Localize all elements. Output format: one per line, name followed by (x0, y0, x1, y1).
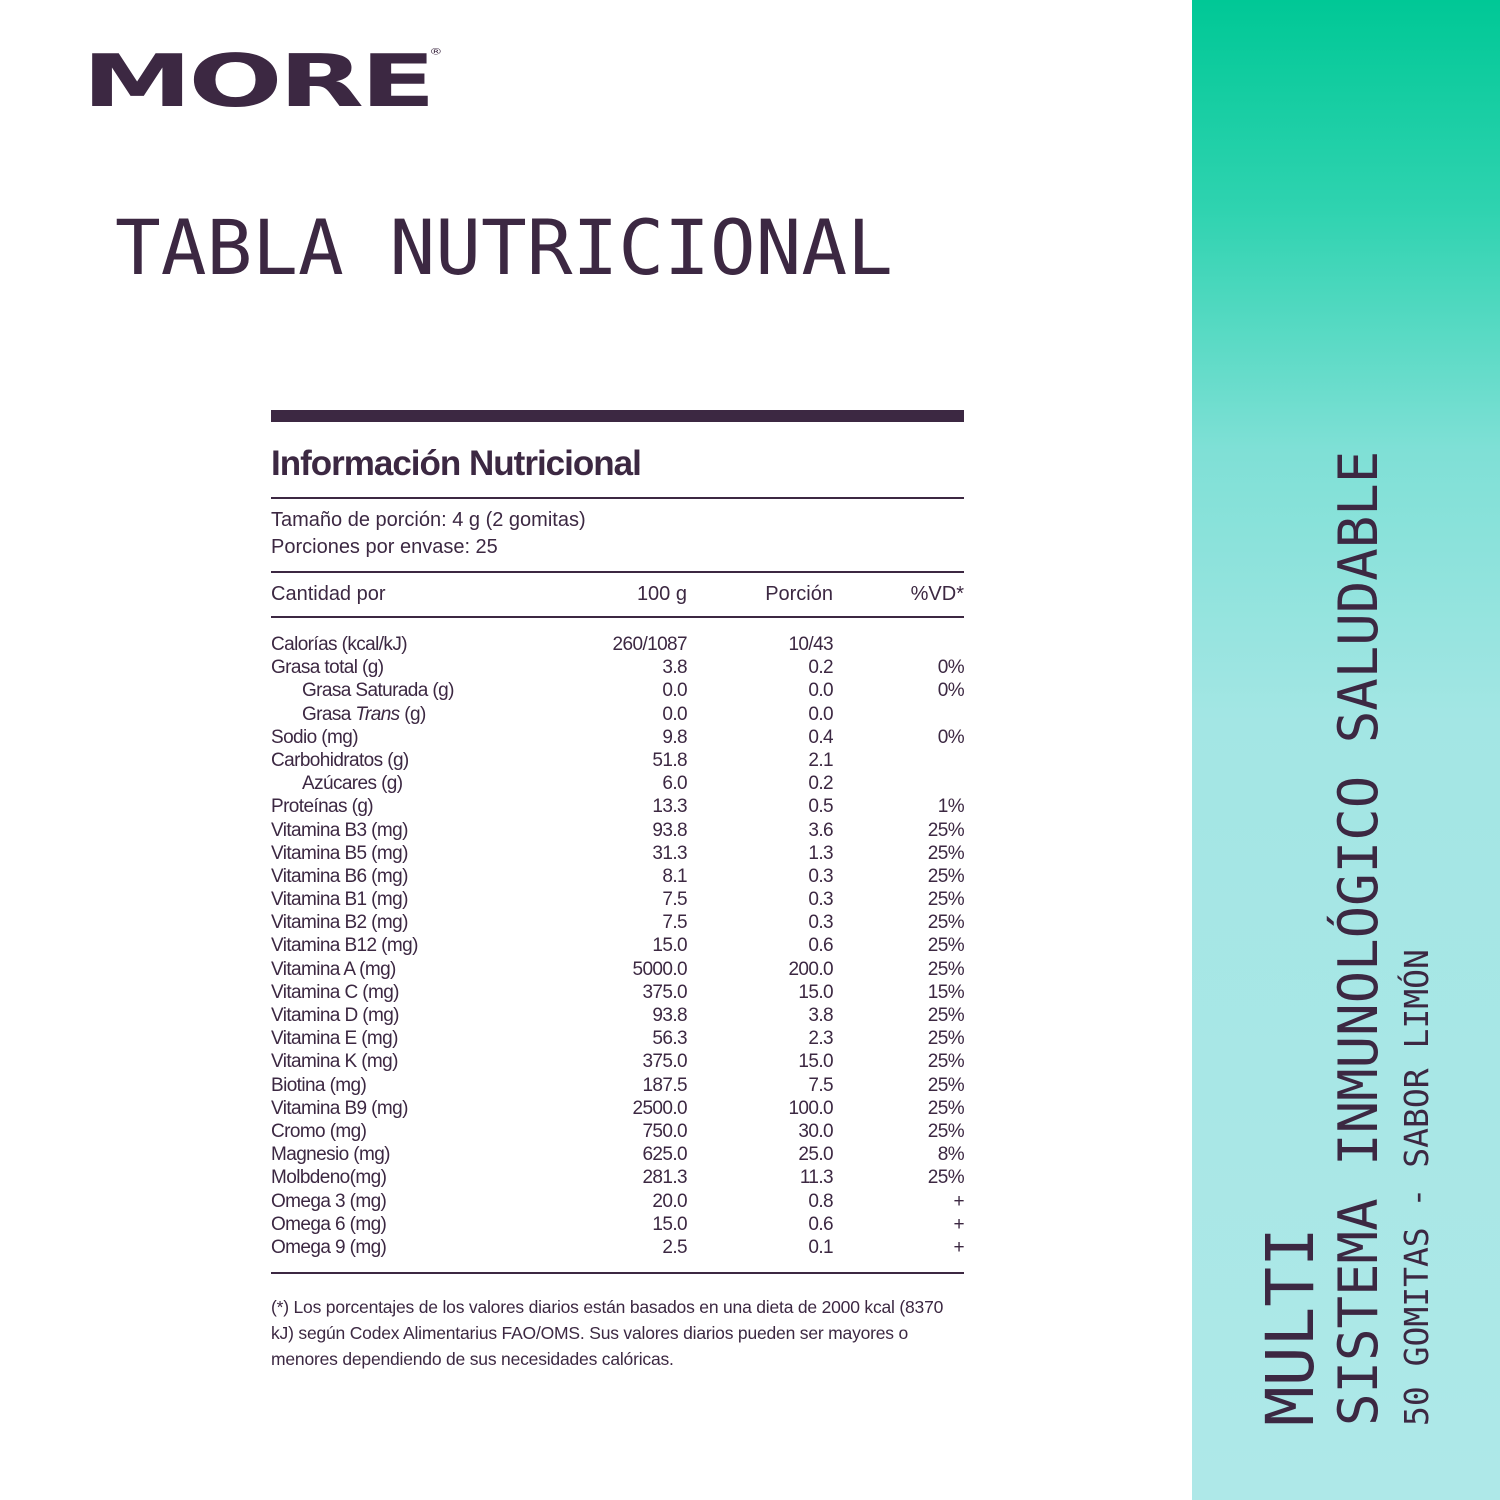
value-portion: 30.0 (798, 1120, 833, 1142)
value-per100: 0.0 (662, 680, 687, 702)
value-per100: 8.1 (662, 865, 687, 887)
value-portion: 0.3 (808, 865, 833, 887)
value-portion: 10/43 (788, 634, 833, 655)
value-dv: 25% (927, 1051, 964, 1073)
header-dv: %VD* (910, 583, 964, 605)
table-row (271, 633, 964, 656)
value-per100: 7.5 (662, 889, 687, 911)
value-per100: 51.8 (652, 749, 687, 771)
nutrient-label (271, 633, 571, 656)
table-row (271, 703, 964, 726)
nutrient-label-text: Carbohidratos (g) (271, 749, 409, 771)
value-dv (833, 633, 964, 656)
product-benefit: SISTEMA INMUNOLÓGICO SALUDABLE (1327, 450, 1390, 1426)
value-portion: 7.5 (808, 1074, 833, 1096)
serving-info (271, 499, 964, 571)
nutrition-table (271, 410, 964, 1372)
value-portion: 3.8 (808, 1005, 833, 1026)
nutrient-label (271, 934, 571, 957)
value-per100: 6.0 (662, 773, 687, 795)
value-portion: 0.5 (808, 796, 833, 818)
nutrient-label-text: Molbdeno(mg) (271, 1167, 387, 1189)
value-portion: 3.6 (808, 819, 833, 841)
value-dv: 25% (927, 842, 964, 864)
value-portion: 0.6 (808, 1213, 833, 1235)
nutrient-label-text: Calorías (kcal/kJ) (271, 634, 407, 655)
value-per100: 625.0 (642, 1144, 687, 1166)
value-dv: 8% (937, 1144, 964, 1166)
value-per100: 281.3 (642, 1167, 687, 1189)
value-per100: 2500.0 (632, 1097, 687, 1119)
value-dv: + (953, 1190, 964, 1212)
table-row (271, 1166, 964, 1189)
nutrient-label (271, 679, 571, 702)
nutrient-label (271, 1166, 571, 1189)
nutrient-label-text: Omega 9 (mg) (271, 1236, 387, 1258)
nutrient-label (271, 865, 571, 888)
value-portion: 0.3 (808, 912, 833, 934)
nutrient-label (271, 1074, 571, 1097)
table-row (271, 1213, 964, 1236)
value-per100: 56.3 (652, 1028, 687, 1050)
value-dv: 25% (927, 1074, 964, 1096)
value-dv: + (953, 1236, 964, 1258)
nutrient-label-text: Azúcares (g) (302, 773, 403, 795)
value-per100: 9.8 (662, 726, 687, 748)
value-portion: 1.3 (808, 842, 833, 864)
value-per100: 375.0 (642, 981, 687, 1003)
nutrient-label-text: Grasa Saturada (g) (302, 680, 454, 702)
table-row (271, 1236, 964, 1259)
value-per100: 260/1087 (612, 634, 687, 655)
value-portion: 0.0 (808, 703, 833, 725)
nutrient-label (271, 1050, 571, 1073)
value-per100: 5000.0 (632, 958, 687, 980)
value-per100: 187.5 (642, 1074, 687, 1096)
value-per100: 0.0 (662, 703, 687, 725)
nutrient-label (271, 726, 571, 749)
nutrient-label-text: Biotina (mg) (271, 1074, 367, 1096)
nutrient-label-text: Vitamina E (mg) (271, 1028, 398, 1050)
value-dv (833, 749, 964, 772)
value-portion: 11.3 (799, 1167, 833, 1189)
value-dv: 25% (927, 912, 964, 934)
table-row (271, 842, 964, 865)
nutrient-label-text: Omega 3 (mg) (271, 1190, 387, 1212)
nutrient-label (271, 819, 571, 842)
value-per100: 15.0 (652, 1213, 687, 1235)
value-portion: 25.0 (798, 1144, 833, 1166)
nutrient-label (271, 703, 571, 726)
value-portion: 0.8 (808, 1190, 833, 1212)
value-dv: 25% (927, 958, 964, 980)
nutrient-label (271, 842, 571, 865)
table-row (271, 679, 964, 702)
nutrient-label (271, 1143, 571, 1166)
table-row (271, 934, 964, 957)
brand-logo (82, 38, 443, 124)
nutrient-label (271, 1190, 571, 1213)
nutrient-label-text: Sodio (mg) (271, 726, 358, 748)
nutrient-label-text: Grasa Trans (g) (302, 703, 426, 725)
table-row (271, 1050, 964, 1073)
table-row (271, 958, 964, 981)
value-per100: 31.3 (652, 842, 687, 864)
table-row (271, 772, 964, 795)
nutrient-label (271, 958, 571, 981)
nutrient-label (271, 888, 571, 911)
table-row (271, 726, 964, 749)
top-rule (271, 410, 964, 422)
value-portion: 2.3 (808, 1028, 833, 1050)
table-row (271, 1097, 964, 1120)
nutrient-label (271, 1027, 571, 1050)
product-variant: 50 GOMITAS - SABOR LIMÓN (1397, 949, 1436, 1426)
table-row (271, 819, 964, 842)
value-dv (833, 772, 964, 795)
nutrition-title: Información Nutricional (271, 444, 641, 483)
nutrient-label-text: Vitamina B3 (mg) (271, 819, 408, 841)
value-dv (833, 703, 964, 726)
nutrient-label (271, 656, 571, 679)
table-row (271, 865, 964, 888)
value-dv: 25% (927, 1028, 964, 1050)
registered-mark: ® (429, 47, 443, 58)
page-title: TABLA NUTRICIONAL (115, 203, 893, 292)
nutrient-label-text: Vitamina K (mg) (271, 1051, 398, 1073)
nutrient-label-text: Vitamina B5 (mg) (271, 842, 408, 864)
value-dv: 25% (927, 1005, 964, 1026)
nutrient-label-text: Vitamina A (mg) (271, 958, 396, 980)
value-per100: 750.0 (642, 1120, 687, 1142)
table-row (271, 981, 964, 1004)
nutrient-label (271, 772, 571, 795)
table-row (271, 749, 964, 772)
value-portion: 2.1 (808, 749, 833, 771)
product-name: MULTI (1252, 1227, 1329, 1426)
value-portion: 15.0 (798, 1051, 833, 1073)
nutrient-label (271, 795, 571, 818)
nutrient-label-text: Cromo (mg) (271, 1120, 367, 1142)
value-per100: 20.0 (652, 1190, 687, 1212)
nutrient-label-text: Vitamina D (mg) (271, 1005, 399, 1026)
table-row (271, 795, 964, 818)
nutrient-label-text: Vitamina B1 (mg) (271, 889, 408, 911)
header-per100: 100 g (636, 583, 687, 605)
value-per100: 15.0 (652, 935, 687, 957)
nutrient-label (271, 911, 571, 934)
value-per100: 93.8 (652, 1005, 687, 1026)
nutrient-label (271, 1213, 571, 1236)
value-portion: 0.4 (808, 726, 833, 748)
nutrient-label-text: Proteínas (g) (271, 796, 374, 818)
nutrient-label (271, 1120, 571, 1143)
value-dv: 25% (927, 1167, 964, 1189)
value-portion: 200.0 (788, 958, 833, 980)
table-row (271, 1120, 964, 1143)
nutrient-label (271, 1004, 571, 1027)
value-portion: 15.0 (798, 981, 833, 1003)
value-portion: 0.2 (808, 773, 833, 795)
nutrient-label-text: Grasa total (g) (271, 657, 384, 679)
value-per100: 375.0 (642, 1051, 687, 1073)
value-per100: 7.5 (662, 912, 687, 934)
value-portion: 0.1 (808, 1236, 833, 1258)
nutrient-rows (271, 618, 964, 1272)
value-dv: 0% (937, 726, 964, 748)
table-row (271, 1190, 964, 1213)
value-per100: 13.3 (652, 796, 687, 818)
serving-size: Tamaño de porción: 4 g (2 gomitas) (271, 509, 586, 531)
nutrient-label-text: Vitamina B12 (mg) (271, 935, 418, 957)
header-amount: Cantidad por (271, 583, 386, 605)
nutrient-label-text: Magnesio (mg) (271, 1144, 390, 1166)
value-dv: 15% (927, 981, 964, 1003)
value-dv: 1% (937, 796, 964, 818)
table-row (271, 911, 964, 934)
nutrient-label (271, 1097, 571, 1120)
table-row (271, 656, 964, 679)
nutrient-label-text: Vitamina B2 (mg) (271, 912, 408, 934)
footnote: (*) Los porcentajes de los valores diarios están basados en una dieta de 2000 kcal (8370 kJ) según Codex Alimentarius FAO/OMS. Sus valores diarios pueden ser mayores o menores dependiendo de sus necesidades calóricas. (271, 1297, 944, 1370)
table-row (271, 1143, 964, 1166)
divider (271, 1272, 964, 1274)
nutrient-label-text: Omega 6 (mg) (271, 1213, 387, 1235)
value-dv: 25% (927, 865, 964, 887)
value-portion: 0.3 (808, 889, 833, 911)
nutrient-label-text: Vitamina B9 (mg) (271, 1097, 408, 1119)
value-portion: 0.2 (808, 657, 833, 679)
brand-logo-text: MORE (82, 38, 432, 124)
value-dv: 0% (937, 657, 964, 679)
table-row (271, 1074, 964, 1097)
table-row (271, 1004, 964, 1027)
table-row (271, 1027, 964, 1050)
value-per100: 2.5 (662, 1236, 687, 1258)
header-portion: Porción (765, 583, 833, 605)
nutrient-label (271, 1236, 571, 1259)
value-dv: 25% (927, 1097, 964, 1119)
value-dv: 25% (927, 819, 964, 841)
nutrient-label-text: Vitamina B6 (mg) (271, 865, 408, 887)
value-dv: 0% (937, 680, 964, 702)
value-per100: 3.8 (662, 657, 687, 679)
value-dv: 25% (927, 889, 964, 911)
nutrient-label (271, 749, 571, 772)
value-dv: + (953, 1213, 964, 1235)
table-header (271, 573, 964, 616)
value-dv: 25% (927, 1120, 964, 1142)
table-row (271, 888, 964, 911)
value-per100: 93.8 (652, 819, 687, 841)
servings-per-container: Porciones por envase: 25 (271, 536, 498, 558)
value-dv: 25% (927, 935, 964, 957)
value-portion: 100.0 (788, 1097, 833, 1119)
value-portion: 0.6 (808, 935, 833, 957)
nutrient-label (271, 981, 571, 1004)
nutrient-label-text: Vitamina C (mg) (271, 981, 399, 1003)
value-portion: 0.0 (808, 680, 833, 702)
